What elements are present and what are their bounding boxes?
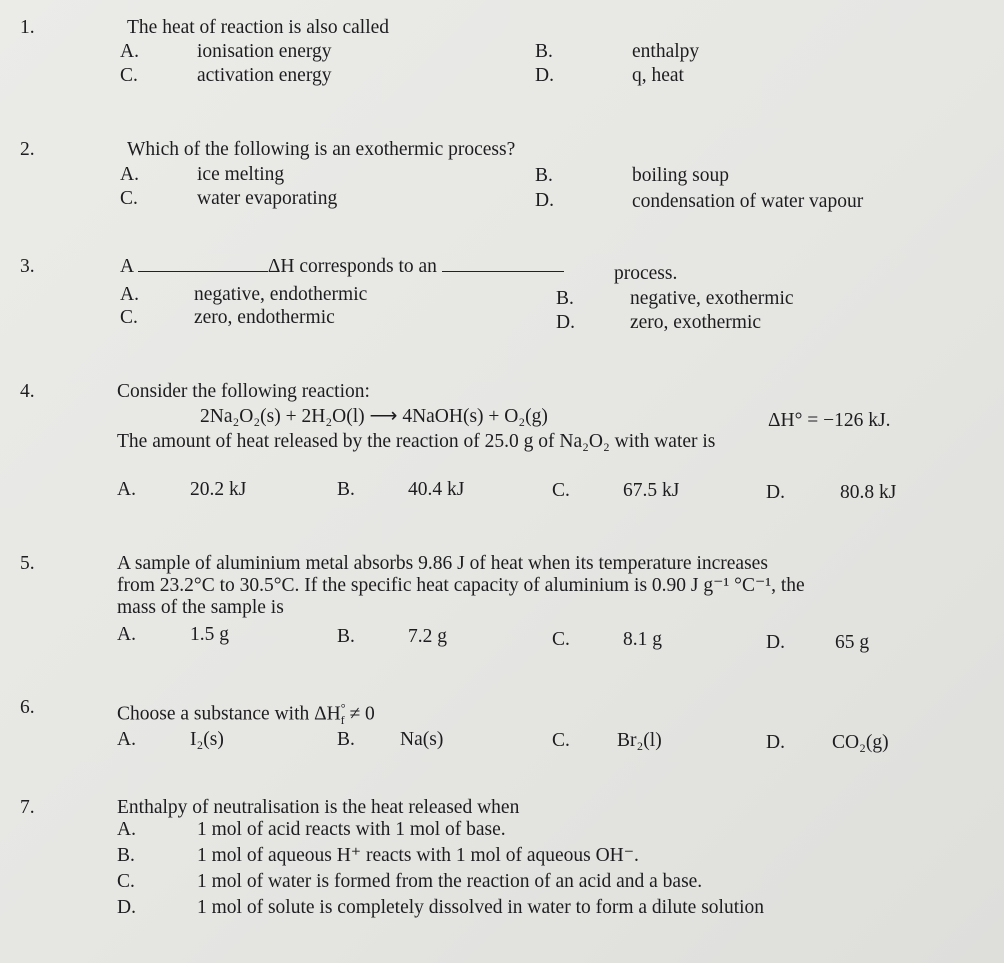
option-letter: B. <box>535 41 553 62</box>
option-b: enthalpy <box>632 41 700 62</box>
stem-part: ≠ 0 <box>344 703 375 725</box>
question-stem: Consider the following reaction: <box>117 381 370 402</box>
option-c: 1 mol of water is formed from the reaction of an acid and a base. <box>197 871 703 892</box>
question-number: 6. <box>20 697 35 718</box>
stem-part: Choose a substance with ΔH <box>117 703 341 725</box>
option-letter: B. <box>337 479 355 500</box>
option-c: 67.5 kJ <box>623 480 680 501</box>
option-c: 8.1 g <box>623 629 662 650</box>
answer-blank <box>138 255 268 272</box>
option-letter: D. <box>535 65 554 86</box>
option-a: 1.5 g <box>190 624 229 645</box>
stem-part: A <box>120 256 134 277</box>
option-letter: B. <box>535 165 553 186</box>
option-letter: D. <box>117 897 136 918</box>
reaction-equation: 2Na₂O₂(s) + 2H₂O(l) ⟶ 4NaOH(s) + O₂(g) <box>200 406 548 427</box>
question-stem <box>117 696 375 732</box>
option-b: boiling soup <box>632 165 729 186</box>
option-letter: A. <box>117 819 136 840</box>
answer-blank <box>442 255 564 272</box>
option-letter: B. <box>337 729 355 750</box>
stem-part: ΔH corresponds to an <box>267 256 437 277</box>
option-letter: D. <box>766 482 785 503</box>
option-letter: C. <box>552 629 570 650</box>
option-letter: B. <box>117 845 135 866</box>
option-a: I₂(s) <box>190 729 224 750</box>
option-d: condensation of water vapour <box>632 191 864 212</box>
option-letter: B. <box>556 288 574 309</box>
option-letter: D. <box>766 632 785 653</box>
option-b: 1 mol of aqueous H⁺ reacts with 1 mol of aqueous OH⁻. <box>197 845 639 866</box>
option-letter: D. <box>766 732 785 753</box>
question-line-3: mass of the sample is <box>117 597 284 618</box>
option-c: water evaporating <box>197 188 338 209</box>
option-d: CO₂(g) <box>832 732 889 753</box>
option-c: Br₂(l) <box>617 730 662 751</box>
option-letter: C. <box>120 307 138 328</box>
option-d: zero, exothermic <box>630 312 762 333</box>
option-letter: D. <box>535 190 554 211</box>
option-b: negative, exothermic <box>630 288 794 309</box>
question-number: 3. <box>20 256 35 277</box>
option-d: 1 mol of solute is completely dissolved in water to form a dilute solution <box>197 897 765 918</box>
question-number: 7. <box>20 797 35 818</box>
question-stem <box>120 255 564 279</box>
stem-sup: ° <box>340 701 346 715</box>
question-number: 5. <box>20 553 35 574</box>
option-b: 7.2 g <box>408 626 447 647</box>
question-stem: Enthalpy of neutralisation is the heat released when <box>117 797 520 818</box>
stem-sub: f <box>340 713 345 728</box>
enthalpy-change: ΔH° = −126 kJ. <box>768 410 891 431</box>
question-stem-2: The amount of heat released by the reaction of 25.0 g of Na₂O₂ with water is <box>117 431 716 452</box>
stem-end: process. <box>614 263 678 284</box>
option-a: ionisation energy <box>197 41 332 62</box>
option-letter: A. <box>117 479 136 500</box>
option-c: zero, endothermic <box>194 307 335 328</box>
option-letter: C. <box>117 871 135 892</box>
option-b: 40.4 kJ <box>408 479 465 500</box>
option-letter: C. <box>552 730 570 751</box>
option-a: ice melting <box>197 164 285 185</box>
option-d: 80.8 kJ <box>840 482 897 503</box>
option-a: 20.2 kJ <box>190 479 247 500</box>
option-b: Na(s) <box>400 729 444 750</box>
question-number: 4. <box>20 381 35 402</box>
question-number: 1. <box>20 17 35 38</box>
question-number: 2. <box>20 139 35 160</box>
question-line-1: A sample of aluminium metal absorbs 9.86 J of heat when its temperature increases <box>117 553 768 574</box>
option-letter: A. <box>120 284 139 305</box>
option-letter: A. <box>120 41 139 62</box>
option-d: q, heat <box>632 65 684 86</box>
question-line-2: from 23.2°C to 30.5°C. If the specific heat capacity of aluminium is 0.90 J g⁻¹ °C⁻¹, the <box>117 575 805 596</box>
option-d: 65 g <box>835 632 870 653</box>
option-letter: A. <box>120 164 139 185</box>
option-letter: D. <box>556 312 575 333</box>
option-letter: C. <box>120 65 138 86</box>
option-a: 1 mol of acid reacts with 1 mol of base. <box>197 819 506 840</box>
option-a: negative, endothermic <box>194 284 368 305</box>
option-letter: B. <box>337 626 355 647</box>
option-letter: A. <box>117 729 136 750</box>
option-c: activation energy <box>197 65 332 86</box>
option-letter: C. <box>552 480 570 501</box>
option-letter: C. <box>120 188 138 209</box>
option-letter: A. <box>117 624 136 645</box>
question-stem: The heat of reaction is also called <box>127 17 390 38</box>
question-stem: Which of the following is an exothermic process? <box>127 139 516 160</box>
